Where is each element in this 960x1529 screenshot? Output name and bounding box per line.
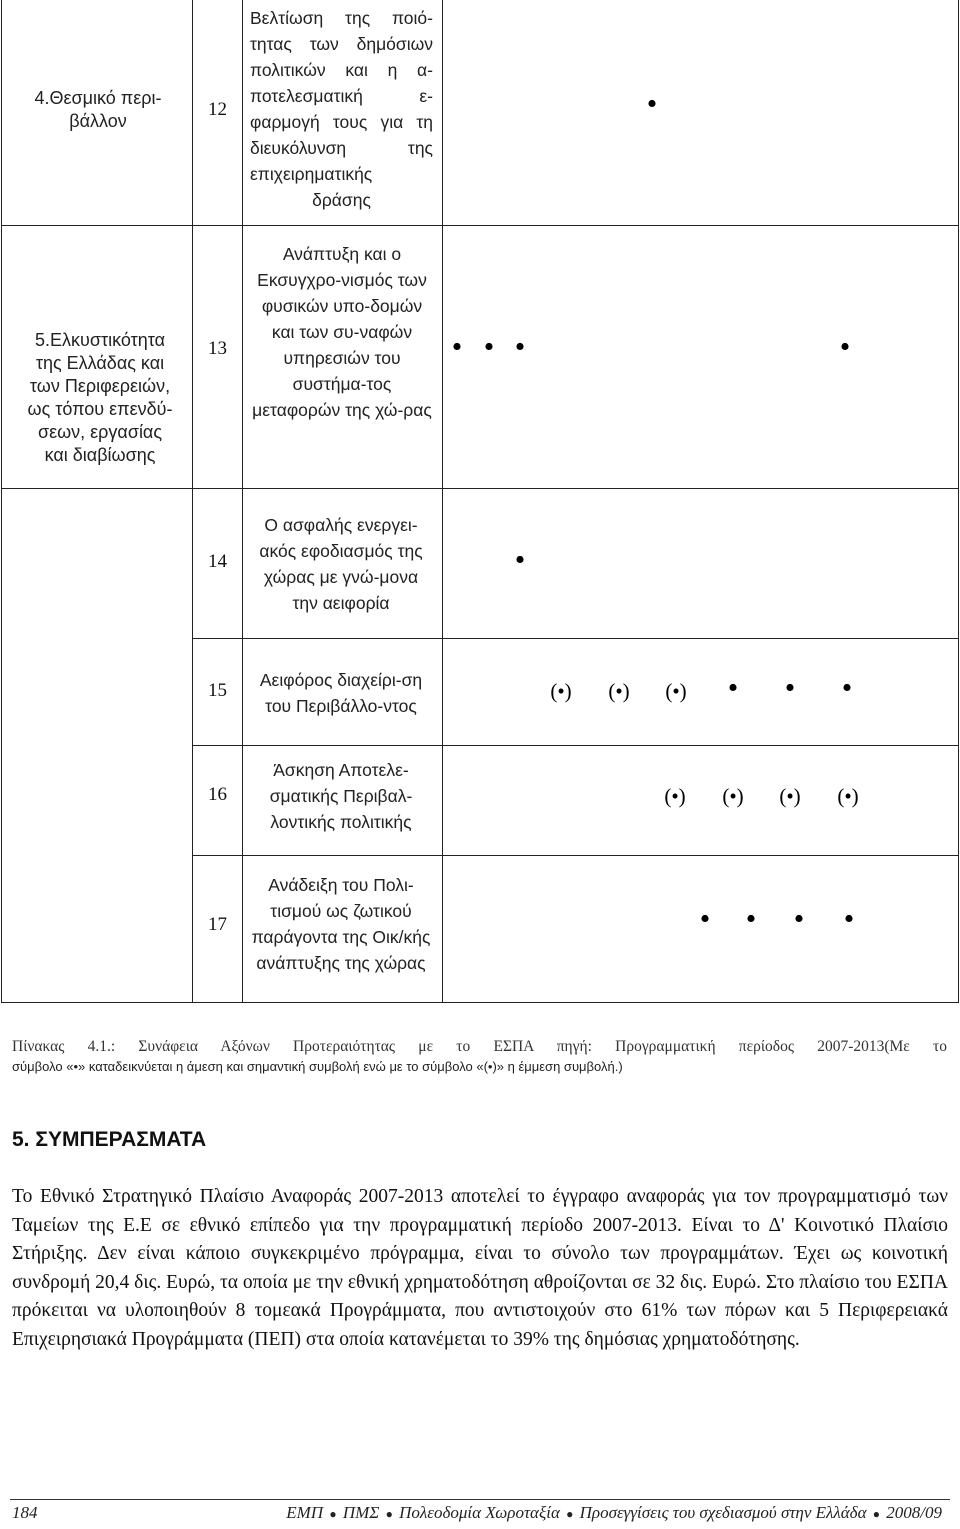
row-divider-3 <box>192 638 959 639</box>
section-paragraph: Το Εθνικό Στρατηγικό Πλαίσιο Αναφοράς 2007-2013 αποτελεί το έγγραφο αναφοράς για τον προγραμματισμό των Ταμείων της Ε.Ε σε εθνικό επίπεδο για την προγραμματική περίοδο 2007-2013. Είναι το Δ' Κοινοτικό Πλαίσιο Στήριξης. Δεν είναι κάποιο συγκεκριμένο πρόγραμμα, είναι το σύνολο των προγραμμάτων. Έχει ως κοινοτική συνδρομή 20,4 δις. Ευρώ, τα οποία με την εθνική χρηματοδότηση αθροίζονται σε 32 δις. Ευρώ. Στο πλαίσιο του ΕΣΠΑ πρόκειται να υλοποιηθούν 8 τομεακά Προγράμματα, που αντιστοιχούν στο 61% των πόρων και 5 Περιφερειακά Επιχειρησιακά Προγράμματα (ΠΕΠ) στα οποία κατανέμεται το 39% της δημόσιας χρηματοδότησης. <box>12 1186 948 1350</box>
goal-cell-12 <box>250 3 433 215</box>
direct-contribution-mark: • <box>839 330 851 364</box>
footer-bullet: ● <box>329 1506 337 1521</box>
indirect-contribution-mark: (•) <box>550 679 572 703</box>
direct-contribution-mark: • <box>514 543 526 577</box>
footer-bullet: ● <box>566 1506 574 1521</box>
table-border-right <box>958 0 959 1003</box>
page-footer <box>10 1503 950 1525</box>
direct-contribution-mark: • <box>451 330 463 364</box>
goal-text: Άσκηση Αποτελε-σματικής Περιβαλ-λοντικής πολιτικής <box>269 760 413 832</box>
footer-running-title <box>286 1503 942 1523</box>
footer-part: ΕΜΠ <box>286 1503 324 1522</box>
indirect-contribution-mark: (•) <box>837 784 859 808</box>
goal-cell-17 <box>250 858 432 990</box>
row-divider-5 <box>192 855 959 856</box>
table-divider-goal <box>442 0 443 1003</box>
page-number: 184 <box>12 1503 38 1522</box>
row-number-15 <box>193 676 242 706</box>
row-number: 13 <box>208 338 227 359</box>
row-divider-2 <box>1 488 959 489</box>
direct-contribution-mark: • <box>843 902 855 936</box>
row-number: 16 <box>208 784 227 805</box>
footer-bullet: ● <box>872 1506 881 1521</box>
row-number: 15 <box>208 680 227 701</box>
footer-part: ΠΜΣ <box>342 1503 380 1522</box>
row-number-12 <box>193 95 242 125</box>
footer-part: Προσεγγίσεις του σχεδιασμού στην Ελλάδα <box>579 1503 867 1522</box>
direct-contribution-mark: • <box>727 671 739 705</box>
direct-contribution-mark: • <box>784 671 796 705</box>
indirect-contribution-mark: (•) <box>779 784 801 808</box>
indirect-contribution-mark: (•) <box>664 784 686 808</box>
row-number-17 <box>193 910 242 940</box>
footer-bullet: ● <box>385 1506 393 1521</box>
row-number: 14 <box>208 551 227 572</box>
table-border-left <box>1 0 2 1003</box>
goal-text: Ανάπτυξη και ο Εκσυγχρο-νισμός των φυσικών υπο-δομών και των συ-ναφών υπηρεσιών του συστήμα-τος μεταφορών της χώ-ρας <box>252 244 432 420</box>
row-number-16 <box>193 780 242 810</box>
row-number: 12 <box>208 99 227 120</box>
goal-text: Βελτίωση της ποιό-τητας των δημόσιων πολιτικών και η α-ποτελεσματική ε-φαρμογή τους για τη διευκόλυνση της επιχειρηματικής δράσης <box>250 8 433 210</box>
indirect-contribution-mark: (•) <box>665 679 687 703</box>
axis-label: 4.Θεσμικό περι-βάλλον <box>34 88 162 131</box>
direct-contribution-mark: • <box>514 330 526 364</box>
table-caption <box>12 1037 947 1077</box>
goal-text: Αειφόρος διαχείρι-ση του Περιβάλλο-ντος <box>259 670 423 716</box>
caption-line-2: σύμβολο «•» καταδεικνύεται η άμεση και σημαντική συμβολή ενώ με το σύμβολο «(•)» η έμμεση συμβολή.) <box>12 1059 623 1074</box>
direct-contribution-mark: • <box>841 671 853 705</box>
footer-rule <box>10 1499 950 1500</box>
indirect-contribution-mark: (•) <box>608 679 630 703</box>
row-number-13 <box>193 334 242 364</box>
footer-part: Πολεοδομία Χωροταξία <box>399 1503 560 1522</box>
direct-contribution-mark: • <box>793 902 805 936</box>
goal-text: Ανάδειξη του Πολι-τισμού ως ζωτικού παράγοντα της Οικ/κής ανάπτυξης της χώρας <box>251 875 431 973</box>
axis-label: 5.Ελκυστικότητα της Ελλάδας και των Περιφερειών, ως τόπου επενδύ-σεων, εργασίας και διαβίωσης <box>27 330 173 465</box>
row-number: 17 <box>208 914 227 935</box>
axis-cell-5 <box>24 318 176 478</box>
direct-contribution-mark: • <box>745 902 757 936</box>
direct-contribution-mark: • <box>646 87 658 121</box>
goal-cell-16 <box>250 756 432 836</box>
section-heading: 5. ΣΥΜΠΕΡΑΣΜΑΤΑ <box>12 1128 207 1151</box>
footer-part: 2008/09 <box>886 1503 942 1522</box>
table-divider-axis <box>192 0 193 1003</box>
goal-cell-14 <box>250 508 432 620</box>
table-border-bottom <box>1 1002 959 1003</box>
row-divider-4 <box>192 745 959 746</box>
row-divider-1 <box>1 225 959 226</box>
indirect-contribution-mark: (•) <box>722 784 744 808</box>
direct-contribution-mark: • <box>483 330 495 364</box>
goal-cell-13 <box>252 226 432 438</box>
direct-contribution-mark: • <box>699 902 711 936</box>
goal-cell-15 <box>250 652 432 734</box>
axis-cell-4 <box>25 82 171 138</box>
caption-line-1: Πίνακας 4.1.: Συνάφεια Αξόνων Προτεραιότητας με το ΕΣΠΑ πηγή: Προγραμματική περίοδος 2007-2013(Με το <box>12 1038 947 1055</box>
row-number-14 <box>193 547 242 577</box>
table-divider-num <box>242 0 243 1003</box>
goal-text: Ο ασφαλής ενεργει-ακός εφοδιασμός της χώρας με γνώ-μονα την αειφορία <box>259 515 423 613</box>
